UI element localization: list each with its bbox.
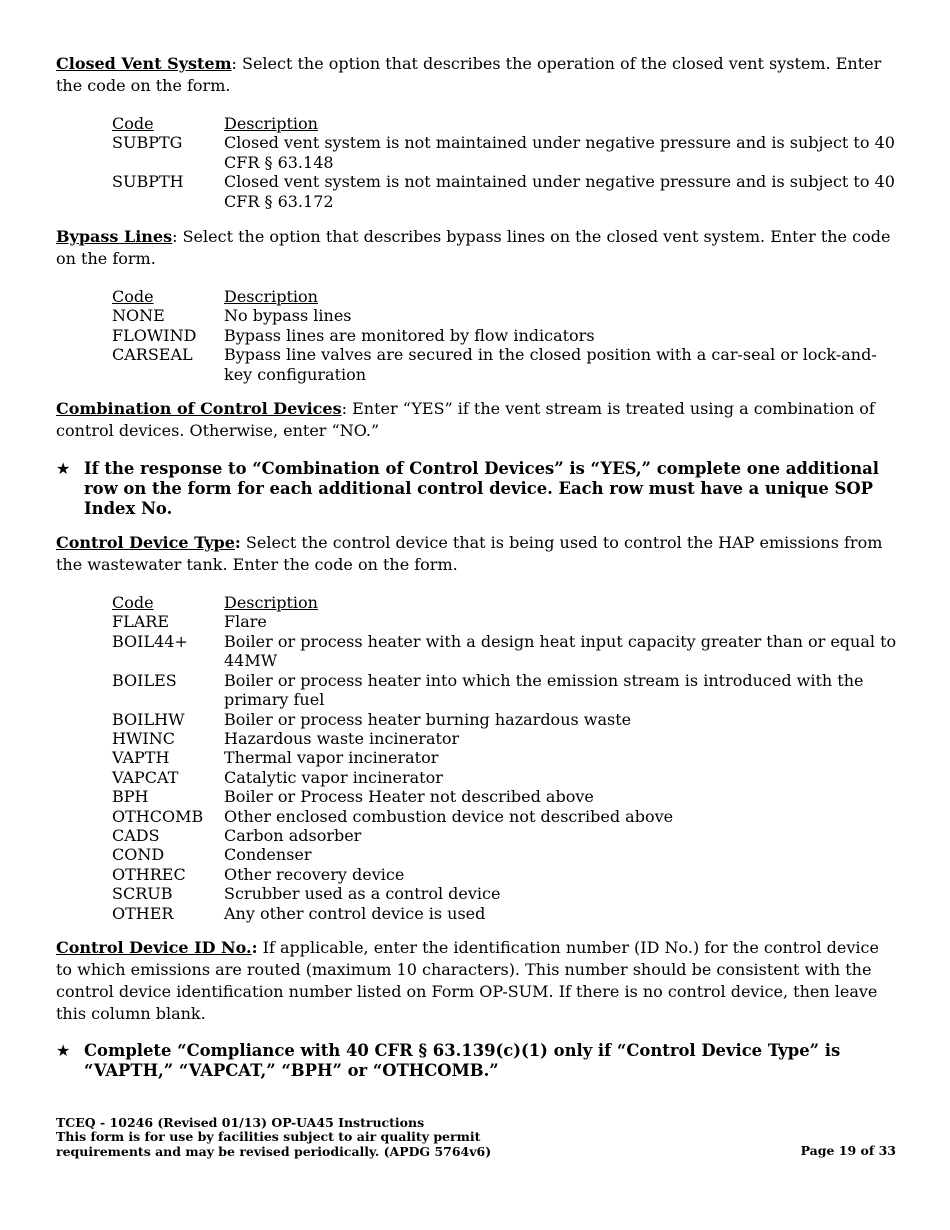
code-row <box>112 326 898 345</box>
code-value: BOILES <box>112 670 177 690</box>
star-icon: ★ <box>56 1040 71 1060</box>
code-row <box>112 826 898 845</box>
code-value: SCRUB <box>112 884 173 904</box>
code-description: Other recovery device <box>224 864 405 884</box>
code-value: OTHREC <box>112 864 186 884</box>
device-id-paragraph <box>56 937 898 1025</box>
code-value: SUBPTH <box>112 172 184 192</box>
footer-form-info <box>56 1116 491 1159</box>
code-row <box>112 845 898 864</box>
device-id-body: If applicable, enter the identification number (ID No.) for the control device to which emissions are routed (maximum 10 characters). This number should be consistent with the control device identification number listed on Form OP-SUM. If there is no control device, then leave this column blank. <box>56 937 879 1023</box>
device-type-colon: : <box>234 533 241 553</box>
code-description: Bypass lines are monitored by flow indicators <box>224 325 595 345</box>
code-description: Any other control device is used <box>224 903 486 923</box>
closed-vent-body: : Select the option that describes the operation of the closed vent system. Enter the code on the form. <box>56 54 882 95</box>
code-value: SUBPTG <box>112 133 183 153</box>
code-row <box>112 904 898 923</box>
document-page <box>56 53 898 1081</box>
description-column-header: Description <box>224 593 318 613</box>
code-row <box>112 612 898 631</box>
device-type-code-table <box>112 593 898 923</box>
code-description: Boiler or process heater with a design heat input capacity greater than or equal to 44MW <box>224 631 897 671</box>
code-value: FLOWIND <box>112 325 197 345</box>
code-value: OTHER <box>112 903 174 923</box>
bypass-paragraph <box>56 226 898 270</box>
code-description: Boiler or Process Heater not described above <box>224 787 594 807</box>
code-value: BPH <box>112 787 149 807</box>
code-column-header: Code <box>112 593 154 613</box>
code-row <box>112 787 898 806</box>
code-row <box>112 671 898 710</box>
code-value: VAPCAT <box>112 767 179 787</box>
code-table-header <box>112 114 898 133</box>
code-row <box>112 710 898 729</box>
device-type-heading: Control Device Type <box>56 533 235 553</box>
code-row <box>112 172 898 211</box>
code-row <box>112 865 898 884</box>
code-value: BOILHW <box>112 709 185 729</box>
code-row <box>112 632 898 671</box>
code-description: Catalytic vapor incinerator <box>224 767 443 787</box>
code-column-header: Code <box>112 287 154 307</box>
code-value: CADS <box>112 825 160 845</box>
code-column-header: Code <box>112 114 154 133</box>
code-value: COND <box>112 845 165 865</box>
code-description: Bypass line valves are secured in the closed position with a car-seal or lock-and-key configuration <box>224 345 877 384</box>
code-row <box>112 306 898 325</box>
page-number: Page 19 of 33 <box>800 1143 896 1158</box>
device-type-paragraph <box>56 532 898 576</box>
code-value: OTHCOMB <box>112 806 204 826</box>
code-table-header <box>112 287 898 306</box>
star-icon: ★ <box>56 459 71 479</box>
device-id-colon: : <box>251 937 258 957</box>
device-id-note-text: Complete “Compliance with 40 CFR § 63.139(c)(1) only if “Control Device Type” is “VAPTH,” “VAPCAT,” “BPH” or “OTHCOMB.” <box>84 1040 841 1080</box>
bypass-heading: Bypass Lines <box>56 227 173 247</box>
code-description: Boiler or process heater into which the emission stream is introduced with the primary fuel <box>224 670 864 710</box>
code-description: Scrubber used as a control device <box>224 884 501 904</box>
closed-vent-paragraph <box>56 53 898 97</box>
code-value: BOIL44+ <box>112 631 188 651</box>
device-id-heading: Control Device ID No. <box>56 937 252 957</box>
closed-vent-heading: Closed Vent System <box>56 54 232 73</box>
code-value: VAPTH <box>112 748 170 768</box>
code-row <box>112 133 898 172</box>
code-row <box>112 807 898 826</box>
code-description: Carbon adsorber <box>224 825 362 845</box>
code-description: Flare <box>224 612 267 632</box>
code-row <box>112 748 898 767</box>
combination-note-text: If the response to “Combination of Control Devices” is “YES,” complete one additional row on the form for each additional control device. Each row must have a unique SOP Index No. <box>84 459 880 519</box>
device-id-note <box>56 1041 898 1081</box>
footer-line: This form is for use by facilities subject to air quality permit <box>56 1129 481 1145</box>
code-description: Thermal vapor incinerator <box>224 748 439 768</box>
code-description: Hazardous waste incinerator <box>224 728 460 748</box>
bypass-body: : Select the option that describes bypass lines on the closed vent system. Enter the code on the form. <box>56 227 891 269</box>
code-description: Closed vent system is not maintained under negative pressure and is subject to 40 CFR § 63.148 <box>224 133 895 172</box>
code-value: NONE <box>112 306 165 326</box>
code-value: HWINC <box>112 728 175 748</box>
code-row <box>112 884 898 903</box>
device-type-body: Select the control device that is being used to control the HAP emissions from the wastewater tank. Enter the code on the form. <box>56 533 883 575</box>
code-table-header <box>112 593 898 612</box>
bypass-code-table <box>112 287 898 384</box>
code-description: Closed vent system is not maintained under negative pressure and is subject to 40 CFR § 63.172 <box>224 172 895 211</box>
combination-body: : Enter “YES” if the vent stream is treated using a combination of control devices. Otherwise, enter “NO.” <box>56 399 875 441</box>
closed-vent-code-table <box>112 114 898 211</box>
description-column-header: Description <box>224 287 318 307</box>
code-row <box>112 729 898 748</box>
combination-paragraph <box>56 398 898 442</box>
code-description: No bypass lines <box>224 306 352 326</box>
description-column-header: Description <box>224 114 318 133</box>
footer-line: TCEQ - 10246 (Revised 01/13) OP-UA45 Instructions <box>56 1115 425 1130</box>
code-description: Boiler or process heater burning hazardous waste <box>224 709 632 729</box>
code-row <box>112 345 898 384</box>
code-value: CARSEAL <box>112 345 193 365</box>
code-row <box>112 768 898 787</box>
code-description: Other enclosed combustion device not described above <box>224 806 674 826</box>
footer-line: requirements and may be revised periodically. (APDG 5764v6) <box>56 1143 492 1159</box>
code-description: Condenser <box>224 845 312 865</box>
combination-heading: Combination of Control Devices <box>56 399 342 419</box>
combination-note <box>56 459 898 519</box>
code-value: FLARE <box>112 612 170 632</box>
